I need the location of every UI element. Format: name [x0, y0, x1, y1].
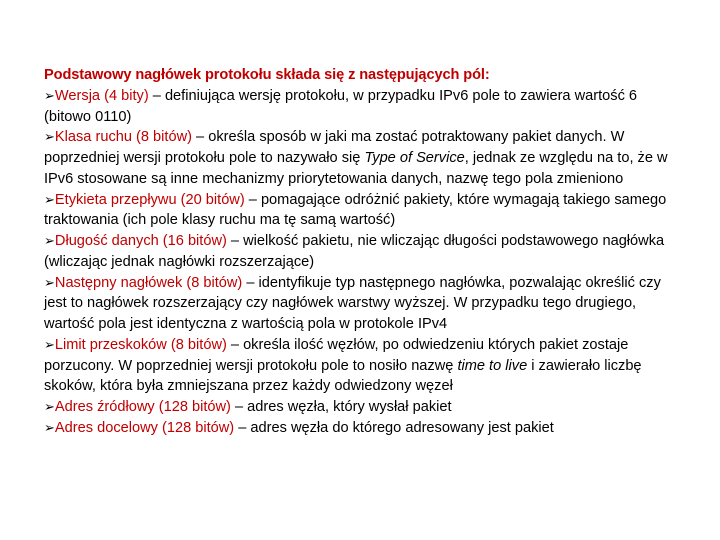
arrow-bullet-icon: ➢: [44, 191, 55, 207]
field-label: Długość danych (16 bitów): [54, 233, 227, 249]
field-item-version: [44, 86, 678, 128]
field-description: , jednak ze względu na to, że w IPv6 stosowane są inne mechanizmy priorytetowania danych, nazwę tego pola zmieniono: [44, 150, 668, 187]
field-description: – definiująca wersję protokołu, w przypadku IPv6 pole to zawiera wartość 6 (bitowo 0110): [44, 87, 638, 125]
field-item-payload-length: [44, 231, 678, 273]
field-description-italic: Type of Service: [364, 150, 465, 166]
arrow-bullet-icon: ➢: [44, 129, 55, 145]
arrow-bullet-icon: ➢: [44, 233, 55, 248]
field-item-traffic-class: [44, 127, 678, 189]
arrow-bullet-icon: ➢: [44, 87, 55, 103]
slide-body: [44, 65, 678, 439]
arrow-bullet-icon: ➢: [44, 274, 55, 290]
field-label: Klasa ruchu (8 bitów): [54, 129, 192, 146]
field-description: – wielkość pakietu, nie wliczając długości podstawowego nagłówka (wliczając jednak nagłówki rozszerzające): [44, 233, 665, 270]
field-item-next-header: [44, 273, 678, 335]
field-description: – określa ilość węzłów, po odwiedzeniu których pakiet zostaje porzucony. W poprzedniej wersji protokołu pole to nosiło nazwę: [44, 336, 629, 374]
field-item-flow-label: [44, 190, 678, 232]
field-item-hop-limit: [44, 335, 678, 397]
field-description: – adres węzła do którego adresowany jest pakiet: [234, 419, 554, 436]
field-description: – określa sposób w jaki ma zostać potraktowany pakiet danych. W poprzedniej wersji protokołu pole to nazywało się: [44, 129, 625, 166]
field-label: Adres źródłowy (128 bitów): [54, 399, 231, 415]
field-item-destination-address: [44, 418, 678, 439]
field-description: – pomagające odróżnić pakiety, które wymagają takiego samego traktowania (ich pole klasy ruchu ma tę samą wartość): [44, 191, 667, 229]
arrow-bullet-icon: ➢: [44, 419, 55, 435]
field-description-italic: time to live: [457, 357, 528, 374]
heading: Podstawowy nagłówek protokołu składa się z następujących pól:: [44, 67, 490, 83]
field-description: – adres węzła, który wysłał pakiet: [230, 399, 452, 415]
field-label: Limit przeskoków (8 bitów): [54, 336, 227, 353]
field-label: Adres docelowy (128 bitów): [54, 419, 235, 436]
field-description: – identyfikuje typ następnego nagłówka, pozwalając określić czy jest to nagłówek rozszerzający czy nagłówek warstwy wyższej. W przypadku tego drugiego, wartość pola jest identyczna z wartością pola w protokole IPv4: [44, 274, 661, 332]
field-item-source-address: [44, 397, 678, 418]
arrow-bullet-icon: ➢: [44, 399, 55, 414]
field-label: Wersja (4 bity): [54, 87, 149, 104]
field-description: i zawierało liczbę skoków, która była zmniejszana przez każdy odwiedzony węzeł: [44, 357, 642, 395]
field-label: Następny nagłówek (8 bitów): [54, 274, 243, 291]
arrow-bullet-icon: ➢: [44, 336, 55, 352]
field-label: Etykieta przepływu (20 bitów): [54, 191, 245, 208]
